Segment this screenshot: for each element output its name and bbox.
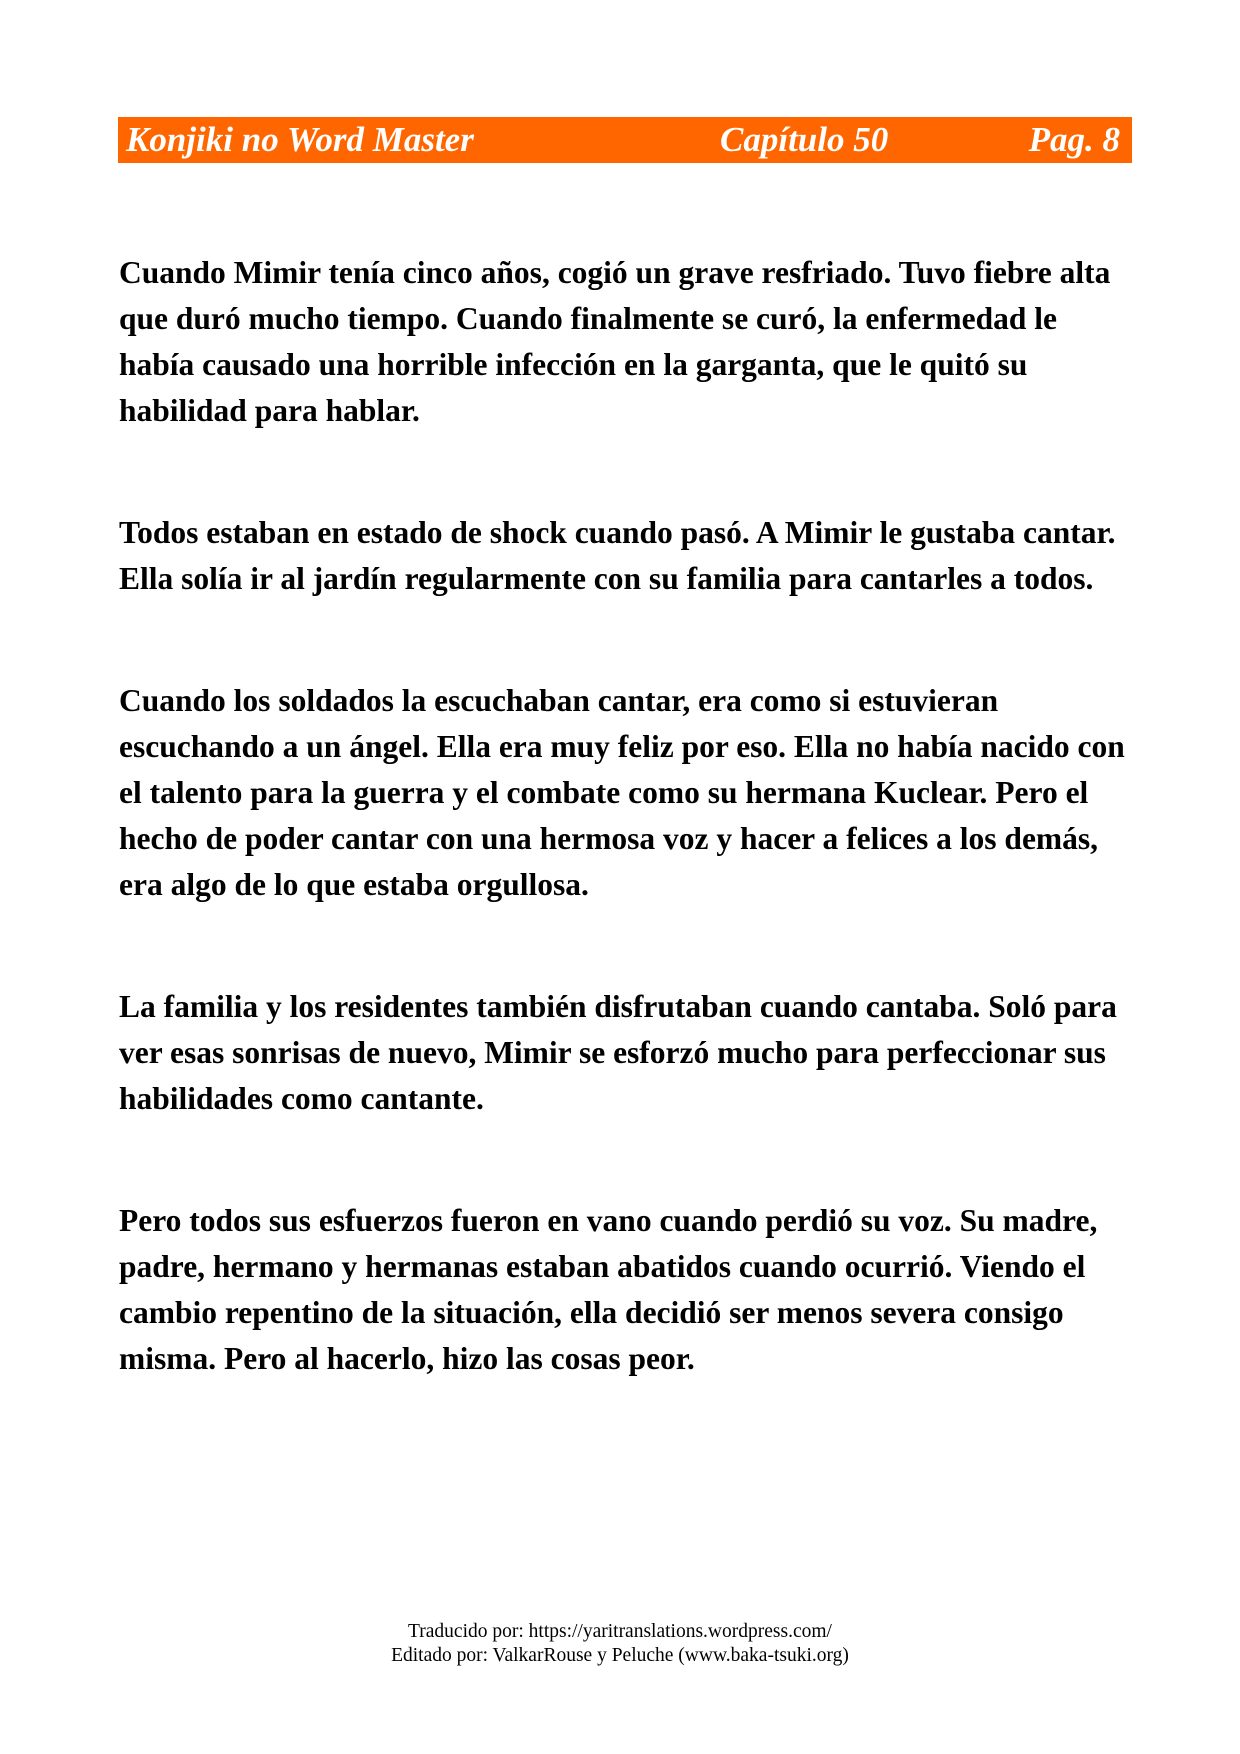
editor-credit: Editado por: ValkarRouse y Peluche (www.baka-tsuki.org) bbox=[391, 1645, 849, 1666]
novel-title: Konjiki no Word Master bbox=[126, 120, 474, 159]
chapter-label: Capítulo 50 bbox=[720, 120, 889, 159]
paragraph: Todos estaban en estado de shock cuando pasó. A Mimir le gustaba cantar. Ella solía ir al jardín regularmente con su familia para cantarles a todos. bbox=[119, 515, 1116, 596]
page-footer bbox=[0, 1620, 1240, 1668]
document-body bbox=[119, 250, 1131, 1458]
paragraph: Pero todos sus esfuerzos fueron en vano cuando perdió su voz. Su madre, padre, hermano y hermanas estaban abatidos cuando ocurrió. Viendo el cambio repentino de la situación, ella decidió ser menos severa consigo misma. Pero al hacerlo, hizo las cosas peor. bbox=[119, 1203, 1098, 1376]
translator-credit: Traducido por: https://yaritranslations.wordpress.com/ bbox=[408, 1621, 832, 1642]
paragraph: La familia y los residentes también disfrutaban cuando cantaba. Soló para ver esas sonrisas de nuevo, Mimir se esforzó mucho para perfeccionar sus habilidades como cantante. bbox=[119, 989, 1117, 1116]
page-number: Pag. 8 bbox=[1028, 120, 1120, 159]
page-header bbox=[118, 117, 1132, 163]
paragraph: Cuando Mimir tenía cinco años, cogió un grave resfriado. Tuvo fiebre alta que duró mucho tiempo. Cuando finalmente se curó, la enfermedad le había causado una horrible infección en la garganta, que le quitó su habilidad para hablar. bbox=[119, 255, 1111, 428]
paragraph: Cuando los soldados la escuchaban cantar, era como si estuvieran escuchando a un ángel. Ella era muy feliz por eso. Ella no había nacido con el talento para la guerra y el combate como su hermana Kuclear. Pero el hecho de poder cantar con una hermosa voz y hacer a felices a los demás, era algo de lo que estaba orgullosa. bbox=[119, 683, 1125, 902]
